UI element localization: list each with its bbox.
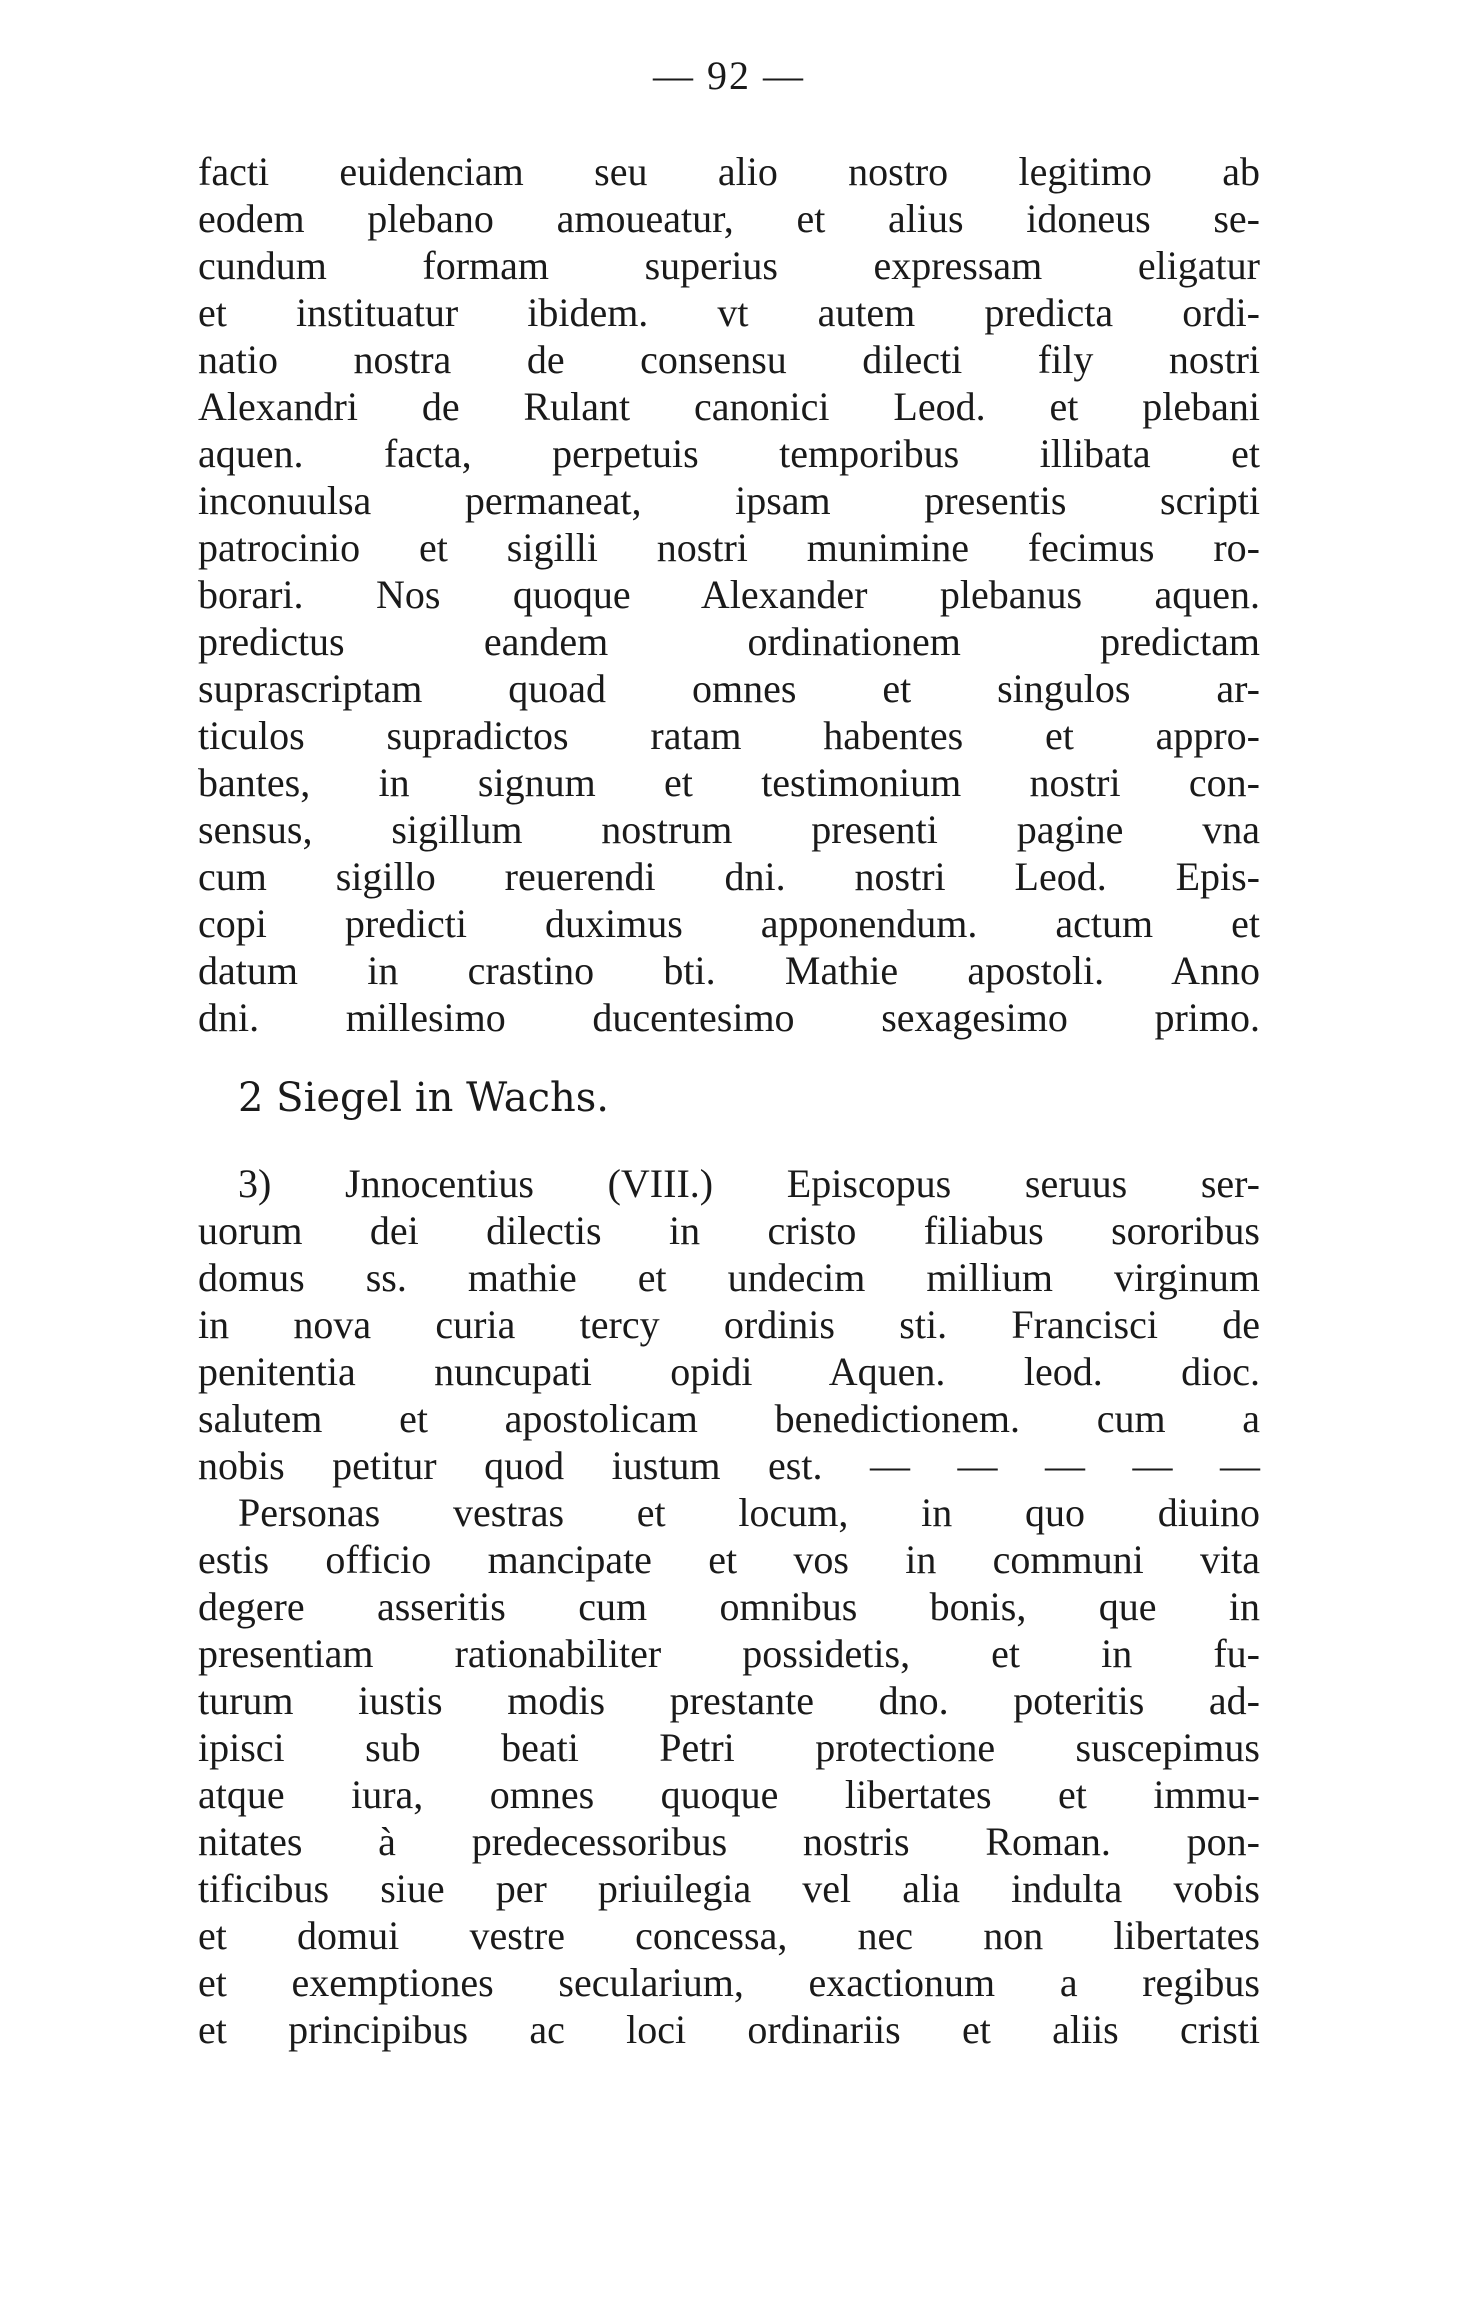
page-number: — 92 — <box>653 53 805 98</box>
text-line: aquen. facta, perpetuis temporibus illibata et <box>198 431 1260 476</box>
text-line: estis officio mancipate et vos in communi vita <box>198 1537 1260 1582</box>
text-line: atque iura, omnes quoque libertates et immu- <box>198 1772 1260 1817</box>
seal-note: 2 Siegel in Wachs. <box>238 1075 609 1121</box>
text-line: dni. millesimo ducentesimo sexagesimo primo. <box>198 995 1260 1040</box>
text-line: predictus eandem ordinationem predictam <box>198 619 1260 664</box>
text-line: patrocinio et sigilli nostri munimine fecimus ro- <box>198 525 1260 570</box>
text-line: bantes, in signum et testimonium nostri con- <box>198 760 1260 805</box>
text-line: Personas vestras et locum, in quo diuino <box>238 1490 1260 1535</box>
text-line: ipisci sub beati Petri protectione suscepimus <box>198 1725 1260 1770</box>
text-line: domus ss. mathie et undecim millium virginum <box>198 1255 1260 1300</box>
text-line: turum iustis modis prestante dno. poteritis ad- <box>198 1678 1260 1723</box>
text-line: penitentia nuncupati opidi Aquen. leod. dioc. <box>198 1349 1260 1394</box>
text-line: inconuulsa permaneat, ipsam presentis scripti <box>198 478 1260 523</box>
text-line: presentiam rationabiliter possidetis, et in fu- <box>198 1631 1260 1676</box>
text-line: sensus, sigillum nostrum presenti pagine vna <box>198 807 1260 852</box>
text-line: cum sigillo reuerendi dni. nostri Leod. Epis- <box>198 854 1260 899</box>
text-line: et instituatur ibidem. vt autem predicta ordi- <box>198 290 1260 335</box>
text-line: suprascriptam quoad omnes et singulos ar- <box>198 666 1260 711</box>
text-line: cundum formam superius expressam eligatur <box>198 243 1260 288</box>
text-line: et exemptiones secularium, exactionum a regibus <box>198 1960 1260 2005</box>
text-line: nobis petitur quod iustum est. — — — — — <box>198 1443 1260 1488</box>
text-line: uorum dei dilectis in cristo filiabus sororibus <box>198 1208 1260 1253</box>
text-line: et principibus ac loci ordinariis et aliis cristi <box>198 2007 1260 2052</box>
text-line: eodem plebano amoueatur, et alius idoneus se- <box>198 196 1260 241</box>
text-line: et domui vestre concessa, nec non libertates <box>198 1913 1260 1958</box>
text-line: copi predicti duximus apponendum. actum et <box>198 901 1260 946</box>
text-line: 3) Jnnocentius (VIII.) Episcopus seruus ser- <box>238 1161 1260 1206</box>
text-line: datum in crastino bti. Mathie apostoli. Anno <box>198 948 1260 993</box>
text-line: natio nostra de consensu dilecti fily nostri <box>198 337 1260 382</box>
text-line: nitates à predecessoribus nostris Roman. pon- <box>198 1819 1260 1864</box>
text-line: salutem et apostolicam benedictionem. cum a <box>198 1396 1260 1441</box>
paragraph-papal-bull <box>198 1160 1260 2053</box>
text-line: facti euidenciam seu alio nostro legitimo ab <box>198 149 1260 194</box>
text-line: ticulos supradictos ratam habentes et appro- <box>198 713 1260 758</box>
text-line: in nova curia tercy ordinis sti. Francisci de <box>198 1302 1260 1347</box>
text-line: borari. Nos quoque Alexander plebanus aquen. <box>198 572 1260 617</box>
text-line: Alexandri de Rulant canonici Leod. et plebani <box>198 384 1260 429</box>
paragraph-charter-conclusion <box>198 148 1260 1041</box>
text-line: tificibus siue per priuilegia vel alia indulta vobis <box>198 1866 1260 1911</box>
text-line: degere asseritis cum omnibus bonis, que in <box>198 1584 1260 1629</box>
